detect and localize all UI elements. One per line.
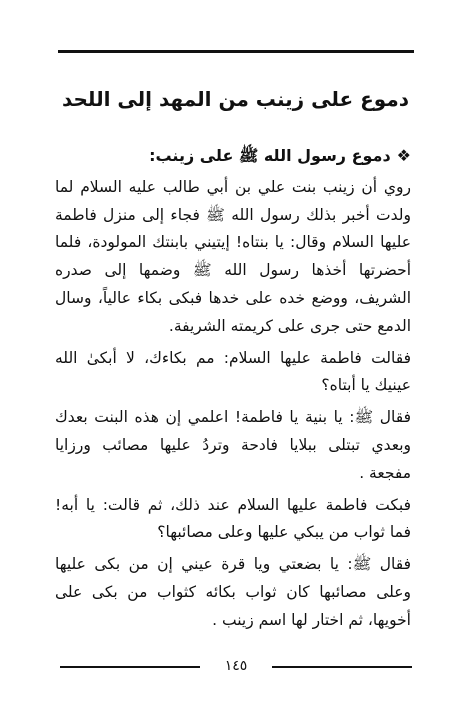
section-heading-text: دموع رسول الله ﷺ على زينب: (149, 146, 391, 165)
page-number: ١٤٥ (224, 658, 248, 674)
paragraph-5: فقال ﷺ: يا بضعتي ويا قرة عيني إن من بكى عليها وعلى مصائبها كان ثواب بكائه كثواب من بكى على أخويها، ثم اختار لها اسم زينب . (55, 555, 411, 629)
footer-rule-right (272, 666, 412, 668)
paragraph-4: فبكت فاطمة عليها السلام عند ذلك، ثم قالت: يا أبه! فما ثواب من يبكي عليها وعلى مصائبها؟ (55, 495, 411, 542)
section-heading (55, 142, 411, 170)
diamond-bullet-icon: ❖ (396, 146, 411, 165)
paragraph-1: روي أن زينب بنت علي بن أبي طالب عليه السلام لما ولدت أخبر بذلك رسول الله ﷺ فجاء إلى منزل فاطمة عليها السلام وقال: يا بنتاه! إيتيني بابنتك المولودة، فلما أحضرتها أخذها رسول الله ﷺ وضمها إلى صدره الشريف، ووضع خده على خدها فبكى بكاء عالياً، وسال الدمع حتى جرى على كريمته الشريفة. (55, 177, 411, 335)
page-footer (60, 656, 412, 676)
chapter-title: دموع على زينب من المهد إلى اللحد (61, 87, 409, 111)
paragraph-3: فقال ﷺ: يا بنية يا فاطمة! اعلمي إن هذه البنت بعدك وبعدي تبتلى ببلايا فادحة وتردُ عليها مصائب ورزايا مفجعة . (55, 408, 411, 482)
body-text (55, 142, 411, 639)
top-rule (58, 50, 414, 53)
paragraph-2: فقالت فاطمة عليها السلام: مم بكاءك، لا أبكىٰ الله عينيك يا أبتاه؟ (55, 348, 411, 395)
